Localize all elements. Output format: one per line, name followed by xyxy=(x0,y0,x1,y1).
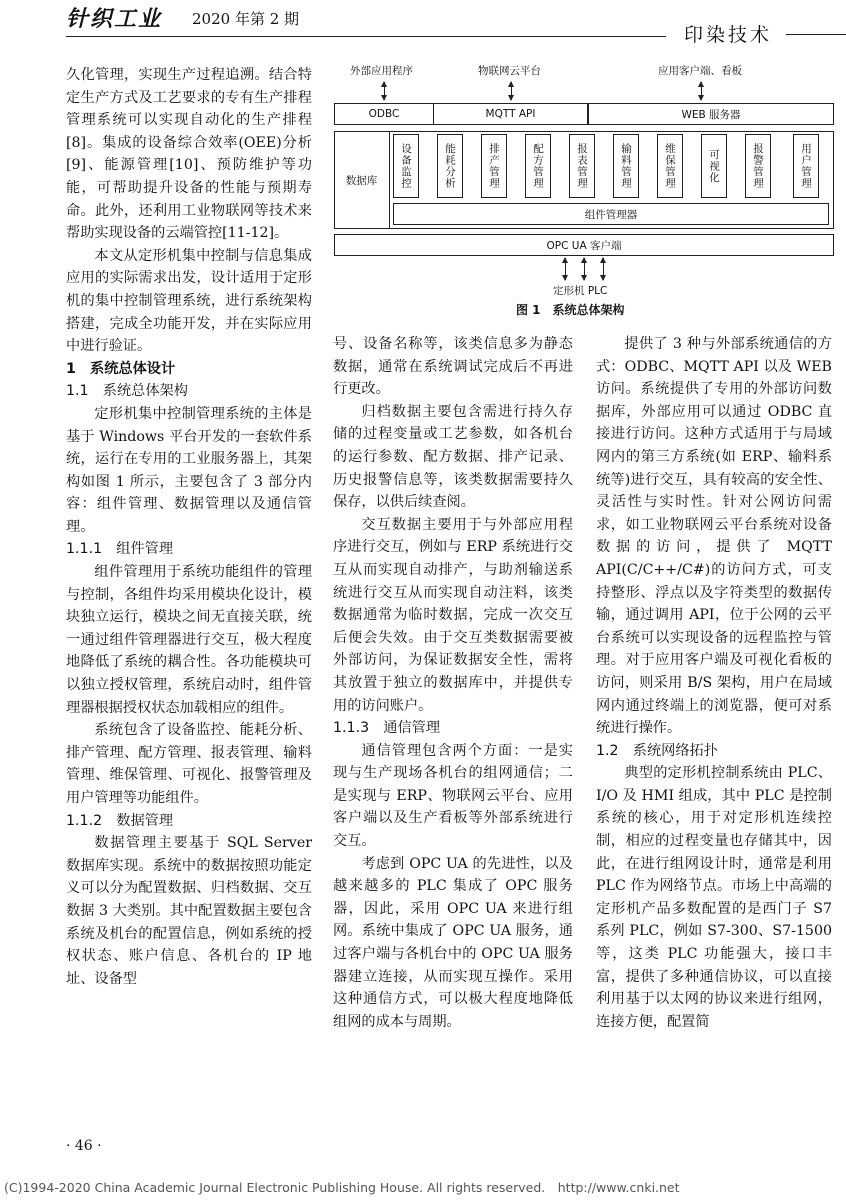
web-server-box: WEB 服务器 xyxy=(588,103,834,125)
subsection-heading: 1.1.1 组件管理 xyxy=(66,541,174,558)
figure-caption: 图 1 系统总体架构 xyxy=(516,303,625,317)
paragraph: 组件管理用于系统功能组件的管理与控制，各组件均采用模块化设计，模块独立运行，模块之间无直接关联，统一通过组件管理器进行交互，极大程度地降低了系统的耦合性。各功能模块可以独立授权管理，系统启动时，组件管理器根据授权状态加载相应的组件。 xyxy=(66,564,312,716)
paragraph: 数据管理主要基于 SQL Server 数据库实现。系统中的数据按照功能定义可以分为配置数据、归档数据、交互数据 3 大类别。其中配置数据主要包含系统及机台的配置信息，例如系统的授权状态、账户信息、各机台的 IP 地址、设备型 xyxy=(66,835,312,987)
module-maintenance: 维保管理 xyxy=(657,134,683,198)
paragraph: 交互数据主要用于与外部应用程序进行交互，例如与 ERP 系统进行交互从而实现自动排产，与助剂输送系统进行交互从而实现自动注料，该类数据通常为临时数据，完成一次交互后便会失效。由于交互类数据需要被外部访问，为保证数据安全性，需将其放置于独立的数据库中，并提供专用的访问账户。 xyxy=(333,516,573,714)
module-visualization: 可视化 xyxy=(701,134,727,198)
arrow-odbc xyxy=(384,82,385,100)
plc-label: 定形机 PLC xyxy=(553,285,608,297)
subsection-heading: 1.2 系统网络拓扑 xyxy=(596,742,718,759)
journal-logo: 针织工业 xyxy=(66,6,163,32)
arrow-plc-3 xyxy=(603,258,604,280)
external-app-label: 外部应用程序 xyxy=(350,65,413,77)
module-alarm: 报警管理 xyxy=(745,134,771,198)
subsection-heading: 1.1.2 数据管理 xyxy=(66,812,174,829)
paragraph: 定形机集中控制管理系统的主体是基于 Windows 平台开发的一套软件系统，运行在专用的工业服务器上，其架构如图 1 所示，主要包含了 3 部分内容：组件管理、数据管理以及通信管理。 xyxy=(66,405,312,535)
copyright-line: (C)1994-2020 China Academic Journal Electronic Publishing House. All rights reserved. http://www.cnki.net xyxy=(4,1180,680,1195)
module-report: 报表管理 xyxy=(569,134,595,198)
arrow-web xyxy=(701,82,702,100)
paragraph: 典型的定形机控制系统由 PLC、I/O 及 HMI 组成，其中 PLC 是控制系统的核心，用于对定形机连续控制，相应的过程变量也存储其中，因此，在进行组网设计时，通常是利用 PLC 作为网络节点。市场上中高端的定形机产品多数配置的是西门子 S7 系列 PLC，例如 S7-300、S7-1500 等，这类 PLC 功能强大，接口丰富，提供了多种通信协议，可以直接利用基于以太网的协议来进行组网，连接方便，配置简 xyxy=(596,765,832,1030)
section-title: 印染技术 xyxy=(684,24,773,46)
mqtt-api-box: MQTT API xyxy=(433,103,588,125)
odbc-box: ODBC xyxy=(334,103,434,125)
arrow-plc-1 xyxy=(565,258,566,280)
component-manager-box: 组件管理器 xyxy=(393,203,829,225)
module-energy: 能耗分析 xyxy=(437,134,463,198)
client-board-label: 应用客户端、看板 xyxy=(658,65,742,77)
paragraph: 号、设备名称等，该类信息多为静态数据，通常在系统调试完成后不再进行更改。 xyxy=(333,336,573,398)
paragraph: 通信管理包含两个方面：一是实现与生产现场各机台的组网通信；二是实现与 ERP、物联网云平台、应用客户端以及生产看板等外部系统进行交互。 xyxy=(333,742,573,850)
subsection-heading: 1.1 系统总体架构 xyxy=(66,383,188,400)
paragraph: 考虑到 OPC UA 的先进性，以及越来越多的 PLC 集成了 OPC 服务器，因此，采用 OPC UA 来进行组网。系统中集成了 OPC UA 服务，通过客户端与各机台中的 OPC UA 服务器建立连接，从而实现互操作。采用这种通信方式，可以极大程度地降低组网的成本与周期。 xyxy=(333,855,573,1030)
module-device-monitor: 设备监控 xyxy=(393,134,419,198)
arrow-plc-2 xyxy=(584,258,585,280)
paragraph: 久化管理，实现生产过程追溯。结合特定生产方式及工艺要求的专有生产排程管理系统可以实现自动化的生产排程[8]。集成的设备综合效率(OEE)分析[9]、能源管理[10]、预防维护等功能，可帮助提升设备的性能与预期寿命。此外，还利用工业物联网等技术来帮助实现设备的云端管控[11-12]。 xyxy=(66,67,312,242)
module-user: 用户管理 xyxy=(793,134,819,198)
column-2 xyxy=(333,333,573,1033)
database-box: 数据库 xyxy=(334,131,390,229)
iot-cloud-label: 物联网云平台 xyxy=(478,65,541,77)
arrow-mqtt xyxy=(511,82,512,100)
module-feeding: 输料管理 xyxy=(613,134,639,198)
paragraph: 归档数据主要包含需进行持久存储的过程变量或工艺参数，如各机台的运行参数、配方数据、排产记录、历史报警信息等，该类数据需要持久保存，以供后续查阅。 xyxy=(333,403,573,511)
module-recipe: 配方管理 xyxy=(525,134,551,198)
column-1 xyxy=(66,64,312,990)
issue-label: 2020 年第 2 期 xyxy=(192,10,300,28)
subsection-heading: 1.1.3 通信管理 xyxy=(333,720,441,737)
paragraph: 本文从定形机集中控制与信息集成应用的实际需求出发，设计适用于定形机的集中控制管理系统，进行系统架构搭建，完成全功能开发，并在实际应用中进行验证。 xyxy=(66,247,312,355)
opc-ua-client-box: OPC UA 客户端 xyxy=(334,234,834,256)
page-number: · 46 · xyxy=(66,1138,102,1154)
column-3 xyxy=(596,333,832,1033)
module-scheduling: 排产管理 xyxy=(481,134,507,198)
paragraph: 提供了 3 种与外部系统通信的方式：ODBC、MQTT API 以及 WEB 访问。系统提供了专用的外部访问数据库，外部应用可以通过 ODBC 直接进行访问。这种方式适用于与局域网内的第三方系统(如 ERP、输料系统等)进行交互，具有较高的安全性、灵活性与实时性。针对公网访问需求，如工业物联网云平台系统对设备数据的访问，提供了 MQTT API(C/C++/C#)的访问方式，可支持整形、浮点以及字符类型的数据传输，通过调用 API，位于公网的云平台系统可以实现设备的远程监控与管理。对于应用客户端及可视化看板的访问，则采用 B/S 架构，用户在局域网内通过终端上的浏览器，便可对系统进行操作。 xyxy=(596,336,832,737)
section-heading: 1 系统总体设计 xyxy=(66,360,176,377)
paragraph: 系统包含了设备监控、能耗分析、排产管理、配方管理、报表管理、输料管理、维保管理、可视化、报警管理及用户管理等功能组件。 xyxy=(66,722,312,806)
